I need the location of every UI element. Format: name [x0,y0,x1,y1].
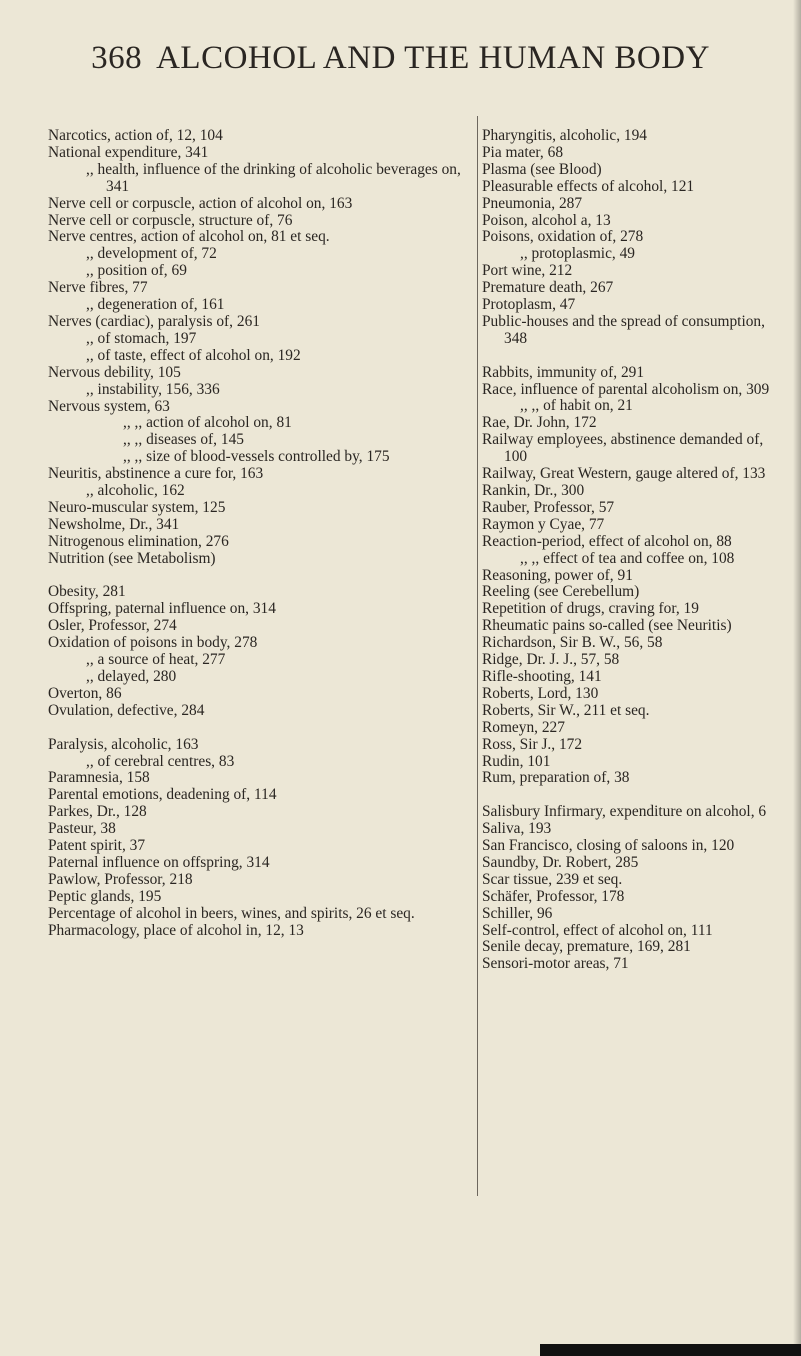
index-entry: Paralysis, alcoholic, 163 [48,735,199,753]
index-entry: Pharyngitis, alcoholic, 194 [482,127,647,144]
index-entry: Richardson, Sir B. W., 56, 58 [482,634,663,652]
index-entry: Race, influence of parental alcoholism on, 309 [482,380,770,398]
index-entry: ,, alcoholic, 162 [86,482,185,500]
index-entry: Nitrogenous elimination, 276 [48,532,229,550]
index-entry: Salisbury Infirmary, expenditure on alcohol, 6 [482,803,767,821]
index-entry: ,, instability, 156, 336 [86,380,220,398]
index-entry: Reasoning, power of, 91 [482,566,633,584]
index-entry: Paternal influence on offspring, 314 [48,853,270,871]
index-entry: ,, position of, 69 [86,262,187,280]
index-entry: Premature death, 267 [482,279,614,297]
index-entry: Senile decay, premature, 169, 281 [482,938,691,956]
index-entry: Schäfer, Professor, 178 [482,887,625,905]
index-entry: Nerve cell or corpuscle, structure of, 76 [48,211,293,229]
index-entry: Roberts, Sir W., 211 et seq. [482,701,650,719]
index-entry: Overton, 86 [48,684,122,702]
index-entry: Port wine, 212 [482,262,573,280]
index-entry: Scar tissue, 239 et seq. [482,870,623,888]
index-column-right [482,128,782,973]
index-entry: ,, delayed, 280 [86,667,177,685]
page-header [0,40,801,77]
index-entry: Nerves (cardiac), paralysis of, 261 [48,312,260,330]
index-entry: Narcotics, action of, 12, 104 [48,127,223,144]
index-entry: Offspring, paternal influence on, 314 [48,600,276,618]
scan-edge-bar [540,1344,801,1356]
index-entry: Rheumatic pains so-called (see Neuritis) [482,617,732,635]
index-entry: Pasteur, 38 [48,820,116,838]
index-entry: National expenditure, 341 [48,143,209,161]
index-entry: ,, health, influence of the drinking of alcoholic beverages on, 341 [86,160,461,195]
index-entry: Sensori-motor areas, 71 [482,955,629,973]
index-entry: Percentage of alcohol in beers, wines, and spirits, 26 et seq. [48,904,415,922]
index-entry: Rankin, Dr., 300 [482,482,585,500]
index-entry: Nerve centres, action of alcohol on, 81 et seq. [48,228,330,246]
running-title: ALCOHOL AND THE HUMAN BODY [156,40,710,76]
index-entry: Rae, Dr. John, 172 [482,414,597,432]
section-gap [48,568,473,585]
index-entry: Obesity, 281 [48,583,126,601]
index-entry: Railway, Great Western, gauge altered of, 133 [482,465,766,483]
index-entry: Pneumonia, 287 [482,194,583,212]
index-entry: Repetition of drugs, craving for, 19 [482,600,699,618]
index-entry: ,, ,, of habit on, 21 [520,397,633,415]
index-entry: Protoplasm, 47 [482,296,576,314]
index-entry: Neuro-muscular system, 125 [48,498,226,516]
index-entry: Newsholme, Dr., 341 [48,515,180,533]
section-gap [482,348,782,365]
index-entry: ,, a source of heat, 277 [86,651,226,669]
section-gap [48,720,473,737]
index-entry: Ridge, Dr. J. J., 57, 58 [482,651,620,669]
index-entry: Schiller, 96 [482,904,553,922]
index-entry: Osler, Professor, 274 [48,617,177,635]
index-entry: ,, ,, diseases of, 145 [123,431,244,449]
index-column-left [48,128,473,939]
index-entry: Poisons, oxidation of, 278 [482,228,644,246]
index-entry: Parkes, Dr., 128 [48,803,147,821]
index-entry: Oxidation of poisons in body, 278 [48,634,258,652]
index-entry: Public-houses and the spread of consumption, 348 [482,312,765,347]
index-entry: Paramnesia, 158 [48,769,150,787]
index-entry: Raymon y Cyae, 77 [482,515,605,533]
index-entry: Rabbits, immunity of, 291 [482,363,645,381]
index-entry: Self-control, effect of alcohol on, 111 [482,921,713,939]
index-entry: Pia mater, 68 [482,143,564,161]
index-entry: Rifle-shooting, 141 [482,667,602,685]
index-entry: Saliva, 193 [482,820,552,838]
index-entry: Roberts, Lord, 130 [482,684,599,702]
index-entry: ,, ,, action of alcohol on, 81 [123,414,292,432]
index-entry: Reaction-period, effect of alcohol on, 88 [482,532,732,550]
page-edge-shadow [793,0,801,1356]
index-entry: Pharmacology, place of alcohol in, 12, 13 [48,921,304,939]
index-entry: Railway employees, abstinence demanded of, 100 [482,431,764,466]
index-entry: Pawlow, Professor, 218 [48,870,193,888]
index-entry: Poison, alcohol a, 13 [482,211,611,229]
page-number: 368 [91,40,143,76]
index-entry: Saundby, Dr. Robert, 285 [482,853,639,871]
index-entry: ,, of cerebral centres, 83 [86,752,235,770]
index-entry: ,, protoplasmic, 49 [520,245,635,263]
index-entry: ,, degeneration of, 161 [86,296,225,314]
index-entry: ,, of stomach, 197 [86,329,197,347]
index-entry: Ovulation, defective, 284 [48,701,205,719]
index-entry: Plasma (see Blood) [482,160,602,178]
index-entry: Rudin, 101 [482,752,551,770]
index-entry: Romeyn, 227 [482,718,565,736]
index-entry: Nerve fibres, 77 [48,279,148,297]
index-entry: ,, development of, 72 [86,245,217,263]
index-entry: Reeling (see Cerebellum) [482,583,640,601]
index-entry: Pleasurable effects of alcohol, 121 [482,177,695,195]
section-gap [482,787,782,804]
index-entry: ,, ,, size of blood-vessels controlled by, 175 [123,448,390,466]
index-entry: San Francisco, closing of saloons in, 120 [482,837,735,855]
index-entry: Rauber, Professor, 57 [482,498,615,516]
index-entry: Patent spirit, 37 [48,837,146,855]
index-entry: ,, ,, effect of tea and coffee on, 108 [520,549,735,567]
index-entry: Nervous debility, 105 [48,363,181,381]
index-entry: Rum, preparation of, 38 [482,769,630,787]
column-divider [477,116,478,1196]
index-entry: ,, of taste, effect of alcohol on, 192 [86,346,301,364]
index-entry: Nutrition (see Metabolism) [48,549,216,567]
index-entry: Neuritis, abstinence a cure for, 163 [48,465,264,483]
index-entry: Peptic glands, 195 [48,887,162,905]
index-entry: Ross, Sir J., 172 [482,735,583,753]
index-entry: Parental emotions, deadening of, 114 [48,786,277,804]
index-entry: Nervous system, 63 [48,397,170,415]
index-entry: Nerve cell or corpuscle, action of alcohol on, 163 [48,194,353,212]
